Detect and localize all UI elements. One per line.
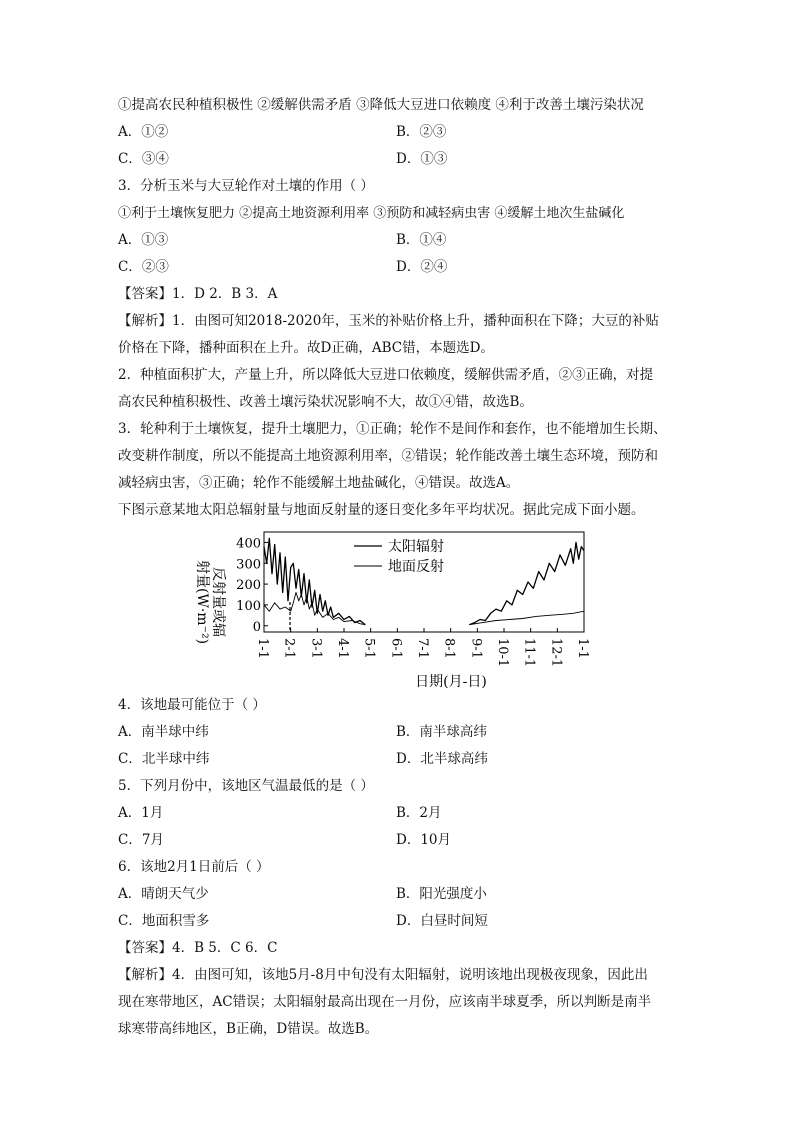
choice-d: D．白昼时间短: [396, 913, 488, 929]
q3-stem: 3．分析玉米与大豆轮作对土壤的作用（ ）: [118, 178, 374, 194]
y-tick-label: 0: [252, 619, 261, 635]
q5-stem: 5．下列月份中，该地区气温最低的是（ ）: [118, 778, 374, 794]
x-tick-label: 4-1: [335, 638, 350, 659]
y-axis-title-line-1: 反射量或辐: [210, 567, 226, 637]
answer-block-2: 【答案】4．B 5．C 6．C: [118, 940, 278, 956]
legend-label-solar: 太阳辐射: [388, 539, 444, 555]
analysis-line: 价格在下降，播种面积在上升。故D正确，ABC错，本题选D。: [118, 340, 494, 356]
analysis-line: 现在寒带地区，AC错误；太阳辐射最高出现在一月份，应该南半球夏季，所以判断是南半: [118, 994, 652, 1010]
choice-c: C．7月: [118, 832, 164, 848]
analysis-line: 球寒带高纬地区，B正确，D错误。故选B。: [118, 1021, 379, 1037]
q4-stem: 4．该地最可能位于（ ）: [118, 697, 266, 713]
choice-b: B．2月: [396, 805, 442, 821]
choice-d: D．②④: [396, 259, 448, 275]
radiation-chart: [118, 526, 678, 692]
q3-choice-row-1: [118, 227, 678, 254]
y-tick-label: 400: [236, 536, 261, 552]
x-tick-label: 1-1: [575, 638, 590, 659]
series-line-solar-radiation: [264, 538, 365, 624]
y-tick-label: 100: [236, 598, 261, 614]
y-axis-ticks: [236, 536, 268, 634]
y-tick-label: 300: [236, 557, 261, 573]
analysis-line: 2．种植面积扩大，产量上升，所以降低大豆进口依赖度，缓解供需矛盾，②③正确，对提: [118, 367, 654, 383]
analysis-line: 【解析】4．由图可知，该地5月-8月中旬没有太阳辐射，说明该地出现极夜现象，因此出: [118, 967, 648, 983]
y-axis-title: [194, 560, 226, 644]
choice-d: D．北半球高纬: [396, 751, 488, 767]
x-tick-label: 7-1: [415, 638, 430, 659]
choice-a: A．晴朗天气少: [118, 886, 209, 902]
chart-intro: 下图示意某地太阳总辐射量与地面反射量的逐日变化多年平均状况。据此完成下面小题。: [118, 502, 645, 518]
choice-c: C．③④: [118, 151, 169, 167]
x-tick-label: 11-1: [521, 638, 537, 668]
choice-b: B．南半球高纬: [396, 724, 487, 740]
choice-b: B．阳光强度小: [396, 886, 487, 902]
analysis-line: 减轻病虫害，③正确；轮作不能缓解土地盐碱化，④错误。故选A。: [118, 475, 520, 491]
x-tick-label: 9-1: [468, 638, 484, 659]
choice-b: B．②③: [396, 124, 447, 140]
q2-choice-row-2: [118, 146, 678, 173]
series-line-ground-reflection: [264, 592, 365, 624]
q2-choice-row-1: [118, 119, 678, 146]
q4-choice-row-2: [118, 746, 678, 773]
choice-c: C．北半球中纬: [118, 751, 210, 767]
x-tick-label: 5-1: [361, 638, 377, 659]
x-tick-label: 10-1: [495, 638, 510, 668]
x-tick-label: 2-1: [281, 638, 297, 659]
analysis-line: 【解析】1．由图可知2018-2020年，玉米的补贴价格上升，播种面积在下降；大豆的补贴: [118, 313, 659, 329]
analysis-block-2: [118, 962, 678, 1043]
x-tick-label: 6-1: [388, 638, 404, 659]
choice-c: C．地面积雪多: [118, 913, 210, 929]
choice-a: A．①③: [118, 232, 169, 248]
q6-choice-row-1: [118, 881, 678, 908]
q5-choice-row-2: [118, 827, 678, 854]
series-line-solar-radiation: [469, 542, 584, 624]
q3-choice-row-2: [118, 254, 678, 281]
radiation-chart-svg: [118, 526, 678, 692]
choice-c: C．②③: [118, 259, 169, 275]
analysis-block-1: [118, 308, 678, 497]
q3-options-line: ①利于土壤恢复肥力 ②提高土地资源利用率 ③预防和减轻病虫害 ④缓解土地次生盐碱化: [118, 206, 625, 221]
x-axis-ticks: [255, 628, 590, 667]
analysis-line: 3．轮种利于土壤恢复，提升土壤肥力，①正确；轮作不是间作和套作，也不能增加生长期、: [118, 421, 667, 437]
q6-choice-row-2: [118, 908, 678, 935]
x-tick-label: 1-1: [255, 638, 270, 659]
y-axis-title-line-2: 射量(W·m⁻²): [194, 559, 210, 645]
y-tick-label: 200: [236, 578, 261, 594]
choice-d: D．①③: [396, 151, 448, 167]
choice-a: A．①②: [118, 124, 169, 140]
x-tick-label: 12-1: [548, 638, 564, 668]
analysis-line: 高农民种植积极性、改善土壤污染状况影响不大，故①④错，故选B。: [118, 394, 533, 410]
legend-label-reflect: 地面反射: [388, 559, 444, 575]
x-tick-label: 3-1: [308, 638, 324, 659]
document-page: [118, 92, 678, 1043]
legend: [354, 538, 444, 575]
choice-a: A．南半球中纬: [118, 724, 209, 740]
q6-stem: 6．该地2月1日前后（ ）: [118, 859, 270, 875]
x-tick-label: 8-1: [441, 638, 457, 659]
answer-block-1: 【答案】1．D 2．B 3．A: [118, 286, 278, 302]
choice-b: B．①④: [396, 232, 447, 248]
x-axis-title: 日期(月-日): [415, 674, 487, 690]
choice-d: D．10月: [396, 832, 452, 848]
q4-choice-row-1: [118, 719, 678, 746]
analysis-line: 改变耕作制度，所以不能提高土地资源利用率，②错误；轮作能改善土壤生态环境，预防和: [118, 448, 658, 464]
q5-choice-row-1: [118, 800, 678, 827]
choice-a: A．1月: [118, 805, 164, 821]
q2-options-line: ①提高农民种植积极性 ②缓解供需矛盾 ③降低大豆进口依赖度 ④利于改善土壤污染状况: [118, 97, 644, 113]
